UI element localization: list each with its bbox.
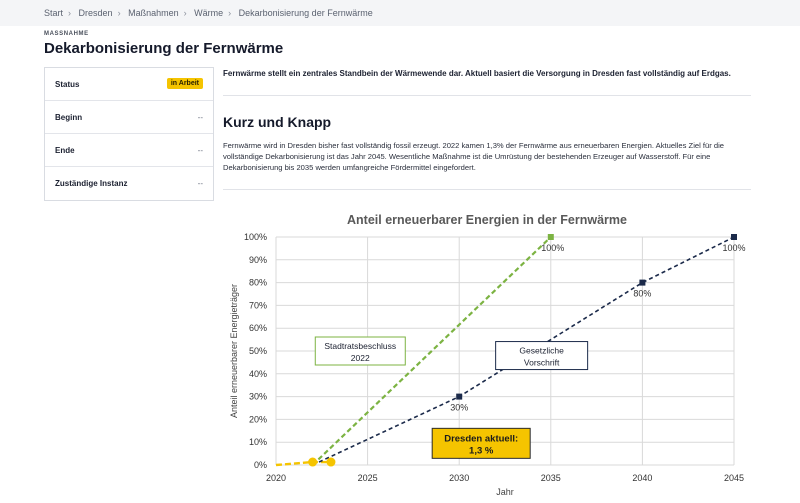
- data-label-green: 100%: [541, 243, 565, 253]
- end-value: --: [197, 146, 203, 155]
- data-point-yellow: [326, 458, 335, 467]
- y-tick-label: 80%: [248, 277, 267, 288]
- breadcrumb-separator: ›: [117, 8, 121, 18]
- data-label-navy: 100%: [722, 243, 746, 253]
- x-tick-label: 2045: [723, 473, 745, 483]
- breadcrumb-current: Dekarbonisierung der Fernwärme: [238, 8, 373, 18]
- y-tick-label: 0%: [253, 460, 267, 470]
- page-title: Dekarbonisierung der Fernwärme: [44, 40, 284, 57]
- breadcrumb-separator: ›: [228, 8, 232, 18]
- data-label-navy: 30%: [450, 402, 469, 413]
- instance-value: --: [197, 179, 203, 188]
- divider: [223, 95, 751, 96]
- x-tick-label: 2040: [632, 473, 653, 483]
- y-tick-label: 30%: [248, 391, 267, 402]
- info-row-end: [45, 134, 213, 167]
- info-row-begin: [45, 101, 213, 134]
- y-tick-label: 60%: [248, 323, 267, 334]
- annotation-yellow-line1: Dresden aktuell:: [444, 433, 519, 445]
- breadcrumb-separator: ›: [183, 8, 187, 18]
- chart-title: Anteil erneuerbarer Energien in der Fernwärme: [347, 213, 627, 227]
- annotation-dresden-aktuell: [432, 428, 530, 458]
- y-tick-label: 70%: [248, 300, 267, 311]
- y-tick-label: 40%: [248, 368, 267, 379]
- status-label: Status: [55, 80, 80, 89]
- x-tick-label: 2030: [449, 473, 470, 483]
- begin-value: --: [197, 113, 203, 122]
- data-point-navy: [456, 394, 462, 400]
- intro-text: Fernwärme stellt ein zentrales Standbein der Wärmewende dar. Aktuell basiert die Versorgung in Dresden fast vollständig auf Erdgas.: [223, 69, 731, 78]
- status-badge: in Arbeit: [167, 78, 203, 89]
- info-row-instance: [45, 167, 213, 200]
- annotation-navy-line1: Gesetzliche: [519, 345, 564, 356]
- info-card: [44, 67, 214, 201]
- annotation-green-line2: 2022: [350, 353, 370, 363]
- begin-label: Beginn: [55, 113, 83, 122]
- annotation-gesetzliche-vorschrift: [496, 342, 588, 370]
- breadcrumb-waerme[interactable]: Wärme: [194, 8, 224, 18]
- y-tick-label: 100%: [243, 232, 267, 242]
- eyebrow-label: MASSNAHME: [44, 31, 89, 37]
- body-text: Fernwärme wird in Dresden bisher fast vollständig fossil erzeugt. 2022 kamen 1,3% der Fernwärme aus erneuerbaren Energien. Aktuelles Ziel für die vollständige Dekarbonisierung ist das Jahr 2045. Wesentliche Maßnahme ist die Umrüstung der bestehenden Erzeuger auf Wasserstoff. Für eine Dekarbonisierung bis 2035 werden umfangreiche Fördermittel eingefordert.: [223, 141, 725, 172]
- annotation-stadtratsbeschluss: [315, 337, 405, 365]
- section-title: Kurz und Knapp: [223, 114, 332, 130]
- y-axis-ticks: [244, 232, 267, 470]
- x-tick-label: 2035: [540, 473, 561, 483]
- y-axis-label: Anteil erneuerbarer Energieträger: [229, 283, 239, 419]
- divider: [223, 189, 751, 190]
- y-tick-label: 10%: [248, 437, 267, 448]
- y-tick-label: 50%: [248, 346, 267, 356]
- breadcrumb-start[interactable]: Start: [44, 8, 64, 18]
- y-tick-label: 20%: [248, 414, 267, 425]
- data-point-green: [548, 234, 554, 240]
- data-point-navy: [731, 234, 737, 240]
- x-axis-label: Jahr: [496, 487, 514, 497]
- breadcrumb-massnahmen[interactable]: Maßnahmen: [128, 8, 179, 18]
- annotation-yellow-line2: 1,3 %: [469, 445, 494, 457]
- instance-label: Zuständige Instanz: [55, 179, 128, 188]
- x-tick-label: 2025: [357, 473, 378, 483]
- breadcrumb-dresden[interactable]: Dresden: [78, 8, 113, 18]
- annotation-navy-line2: Vorschrift: [523, 357, 560, 368]
- breadcrumb-separator: ›: [68, 8, 72, 18]
- info-row-status: [45, 68, 213, 101]
- data-point-navy: [639, 280, 645, 286]
- breadcrumb: [44, 8, 373, 18]
- data-label-navy: 80%: [633, 288, 652, 299]
- x-tick-label: 2020: [265, 473, 287, 483]
- renewable-share-chart: [223, 205, 763, 503]
- annotation-green-line1: Stadtratsbeschluss: [324, 341, 397, 351]
- data-point-yellow: [308, 458, 317, 467]
- end-label: Ende: [55, 146, 75, 155]
- x-axis-ticks: [266, 473, 744, 483]
- y-tick-label: 90%: [248, 254, 267, 265]
